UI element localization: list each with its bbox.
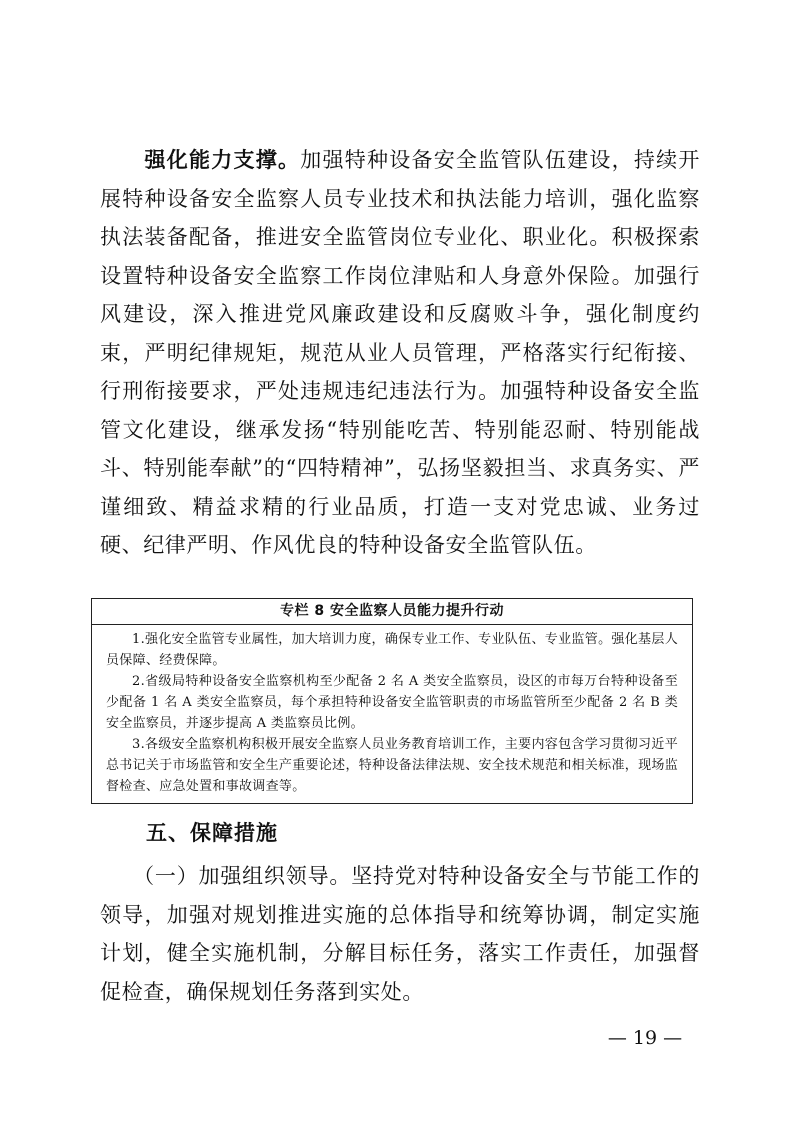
- paragraph-body: 加强特种设备安全监管队伍建设，持续开展特种设备安全监察人员专业技术和执法能力培训，强化监察执法装备配备，推进安全监管岗位专业化、职业化。积极探索设置特种设备安全监察工作岗位津贴和人身意外保险。加强行风建设，深入推进党风廉政建设和反腐败斗争，强化制度约束，严明纪律规矩，规范从业人员管理，严格落实行纪衔接、行刑衔接要求，严处违规违纪违法行为。加强特种设备安全监管文化建设，继承发扬“特别能吃苦、特别能忍耐、特别能战斗、特别能奉献”的“四特精神”，弘扬坚毅担当、求真务实、严谨细致、精益求精的行业品质，打造一支对党忠诚、业务过硬、纪律严明、作风优良的特种设备安全监管队伍。: [100, 148, 700, 557]
- column-box: [91, 598, 693, 804]
- column-box-item: 2.省级局特种设备安全监察机构至少配备 2 名 A 类安全监察员，设区的市每万台特种设备至少配备 1 名 A 类安全监察员，每个承担特种设备安全监管职责的市场监管所至少配备 2 名 B 类安全监察员，并逐步提高 A 类监察员比例。: [106, 674, 678, 731]
- paragraph-lead: （一）加强组织领导。: [143, 864, 352, 888]
- section-heading: 五、保障措施: [146, 821, 278, 845]
- paragraph-lead: 强化能力支撑。: [144, 148, 301, 172]
- column-box-item: 1.强化安全监管专业属性，加大培训力度，确保专业工作、专业队伍、专业监管。强化基层人员保障、经费保障。: [106, 632, 678, 668]
- paragraph-capacity-support: [100, 141, 700, 565]
- column-box-title: 专栏 8 安全监察人员能力提升行动: [92, 599, 692, 625]
- page-number: — 19 —: [607, 1027, 683, 1049]
- column-box-item: 3.各级安全监察机构积极开展安全监察人员业务教育培训工作，主要内容包含学习贯彻习近平总书记关于市场监管和安全生产重要论述，特种设备法律法规、安全技术规范和相关标准，现场监督检查、应急处置和事故调查等。: [106, 737, 678, 794]
- paragraph-body: 坚持党对特种设备安全与节能工作的领导，加强对规划推进实施的总体指导和统筹协调，制定实施计划，健全实施机制，分解目标任务，落实工作责任，加强督促检查，确保规划任务落到实处。: [100, 864, 700, 1004]
- column-box-body: [92, 625, 692, 803]
- paragraph-organization-leadership: [100, 857, 700, 1011]
